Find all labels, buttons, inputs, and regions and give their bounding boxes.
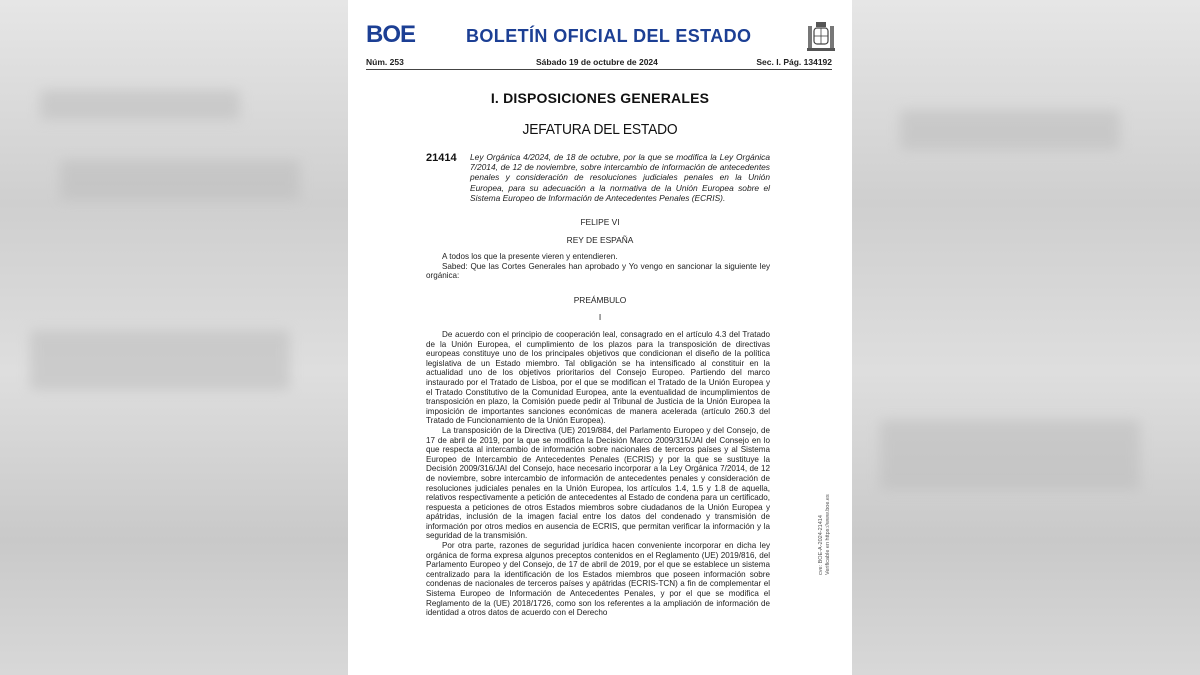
section-heading: I. DISPOSICIONES GENERALES bbox=[490, 90, 710, 106]
header bbox=[366, 20, 836, 56]
header-divider bbox=[366, 69, 832, 70]
issue-number: Núm. 253 bbox=[366, 57, 404, 67]
law-number: 21414 bbox=[426, 152, 457, 164]
verification-note bbox=[818, 475, 848, 575]
page-title: BOLETÍN OFICIAL DEL ESTADO bbox=[466, 26, 752, 46]
coat-of-arms-icon bbox=[806, 20, 836, 54]
background-right bbox=[852, 0, 1200, 675]
promulgation bbox=[426, 252, 770, 281]
greeting-text: A todos los que la presente vieren y entendieren. bbox=[442, 252, 618, 261]
preamble-heading: PREÁMBULO bbox=[573, 295, 627, 305]
blurred-text bbox=[880, 420, 1140, 490]
issue-date: Sábado 19 de octubre de 2024 bbox=[536, 57, 658, 67]
law-title: Ley Orgánica 4/2024, de 18 de octubre, por la que se modifica la Ley Orgánica 7/2014, de 12 de noviembre, sobre intercambio de información de antecedentes penales y consideración de resoluciones judiciales penales en la Unión Europea, para su adecuación a la normativa de la Unión Europea sobre el Sistema Europeo de Información de Antecedentes Penales (ECRIS). bbox=[470, 152, 770, 203]
paragraph: De acuerdo con el principio de cooperación leal, consagrado en el artículo 4.3 del Tratado de la Unión Europea, el cumplimiento de los plazos para la transposición de directivas europeas constituye uno de los principales objetivos que condicionan el diseño de la política legislativa de un Estado miembro. Tal obligación se ha intensificado al constituir en la actualidad uno de los objetivos prioritarios del Consejo Europeo. Partiendo del marco instaurado por el Tratado de Lisboa, por el que se modifican el Tratado de la Unión Europea y el Tratado Constitutivo de la Comunidad Europea, ante la eventualidad de incumplimientos de transposición en plazo, la Comisión puede pedir al Tribunal de Justicia de la Unión Europea la imposición de importantes sanciones económicas de manera acelerada (artículo 260.3 del Tratado de Funcionamiento de la Unión Europea). bbox=[426, 330, 770, 426]
blurred-text bbox=[900, 110, 1120, 150]
blurred-text bbox=[40, 90, 240, 120]
verify-url: Verificable en https://www.boe.es bbox=[824, 494, 831, 575]
document-page bbox=[348, 0, 852, 675]
boe-logo: BOE bbox=[366, 21, 416, 48]
king-name: FELIPE VI bbox=[580, 217, 620, 227]
blurred-text bbox=[30, 330, 290, 390]
sanction-text: Sabed: Que las Cortes Generales han aprobado y Yo vengo en sancionar la siguiente ley orgánica: bbox=[426, 261, 770, 281]
preamble-body bbox=[426, 330, 770, 618]
section-page: Sec. I. Pág. 134192 bbox=[756, 57, 832, 67]
organism-heading: JEFATURA DEL ESTADO bbox=[522, 121, 678, 138]
roman-numeral: I bbox=[598, 312, 602, 322]
paragraph: La transposición de la Directiva (UE) 2019/884, del Parlamento Europeo y del Consejo, de 17 de abril de 2019, por la que se modifica la Decisión Marco 2009/315/JAI del Consejo en lo que respecta al intercambio de información sobre nacionales de terceros países y al Sistema Europeo de Intercambio de Antecedentes Penales (ECRIS) y por la que se sustituye la Decisión 2009/316/JAI del Consejo, hace necesario incorporar a la Ley Orgánica 7/2014, de 12 de noviembre, sobre intercambio de información de antecedentes penales y consideración de resoluciones judiciales penales en la Unión Europea, los artículos 1.4, 1.5 y 1.8 de aquella, relativos respectivamente a petición de antecedentes al Estado de condena para un certificado, respuesta a peticiones de otros Estados miembros sobre ciudadanos de la Unión Europea y apátridas, inclusión de la imagen facial entre los datos del condenado y transmisión de información por otros medios en ausencia de ECRIS, que permitan verificar la información y la seguridad de la transmisión. bbox=[426, 425, 770, 541]
blurred-text bbox=[60, 160, 300, 200]
paragraph: Por otra parte, razones de seguridad jurídica hacen conveniente incorporar en dicha ley orgánica de forma expresa algunos preceptos contenidos en el Reglamento (UE) 2019/816, del Parlamento Europeo y del Consejo, de 17 de abril de 2019, por el que se establece un sistema centralizado para la identificación de los Estados miembros que poseen información sobre condenas de nacionales de terceros países y apátridas (ECRIS-TCN) a fin de complementar el Sistema Europeo de Información de Antecedentes Penales, y por el que se modifica el Reglamento de la (UE) 2018/1726, como son los referentes a la ampliación de información de identidad a otros datos de acuerdo con el Derecho bbox=[426, 541, 770, 618]
issue-meta bbox=[366, 57, 832, 69]
cve-text: cve: BOE-A-2024-21414 bbox=[818, 515, 824, 575]
king-title: REY DE ESPAÑA bbox=[566, 235, 634, 245]
